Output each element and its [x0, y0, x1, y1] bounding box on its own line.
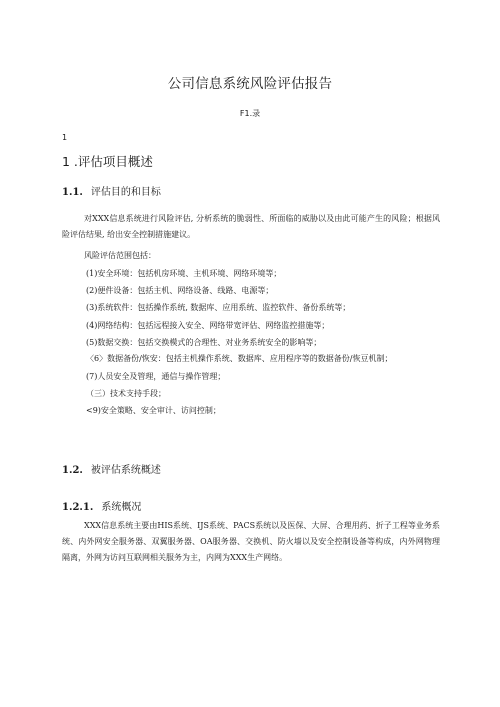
purpose-paragraph: 对XXX信息系统进行风险评估, 分析系统的脆弱性、所面临的威胁以及由此可能产生的风险；根据风险评估结果, 给出安全控制措施建议。 — [62, 214, 440, 239]
section-1-2-1-heading — [62, 498, 141, 513]
scope-item-5: (5)数据交换：包括交换模式的合理性、对业务系统安全的影响等； — [86, 337, 322, 347]
section-1-2-1-number: 1.2.1. — [62, 502, 94, 513]
section-1-1-heading — [62, 183, 161, 198]
scope-item-2: (2)便件设备：包括主机、网络设备、线路、电源等； — [86, 286, 274, 296]
section-1-2-heading — [62, 461, 161, 476]
section-1-heading: 1 .评估项目概述 — [62, 154, 153, 169]
scope-item-6: 〈6〉数据备份/恢安：包括主机操作系统、数据库、应用程序等的数据备份/恢豆机制； — [86, 354, 393, 364]
toc-label: F1.录 — [239, 109, 261, 118]
scope-item-1: (1)安全环境：包括机房环境、主机环境、网络环境等； — [86, 269, 282, 278]
scope-list — [86, 265, 442, 420]
section-1-2-title: 被评估系统概述 — [90, 465, 161, 476]
scope-intro: 风险评估范围包括： — [84, 251, 156, 260]
section-1-2-number: 1.2. — [62, 465, 83, 476]
section-1-2-1-title: 系统概况 — [101, 502, 142, 513]
scope-item-9: <9)安全策略、安全审计、访问控制； — [86, 406, 221, 416]
section-1-1-number: 1.1. — [62, 187, 83, 198]
document-title: 公司信息系统风险评估报告 — [167, 76, 333, 92]
page-number: 1 — [62, 133, 68, 142]
scope-item-8: （三）技术支持手段； — [86, 389, 166, 399]
scope-item-3: (3)系统软件：包括操作系统, 数据库、应用系统、监控软件、备份系统等； — [86, 303, 351, 313]
scope-item-7: (7)人员安全及管理，通信与操作管理； — [86, 372, 226, 382]
system-overview-paragraph: XXX信息系统主要由HIS系统、IJS系统、PACS系统以及医保、大屏、合理用药、折子工程等业务系统、内外网安全服务器、双翼服务器、OA服务器、交换机、防火墙以及安全控制设备等构成，内外网物理隔离，外网为访问互联网相关服务为主，内网为XXX生产网络。 — [62, 521, 440, 562]
section-1-1-title: 评估目的和目标 — [90, 187, 161, 198]
scope-item-4: (4)网络结构：包括远程接入安全、网络带宽评估、网络监控措施等； — [86, 320, 330, 330]
